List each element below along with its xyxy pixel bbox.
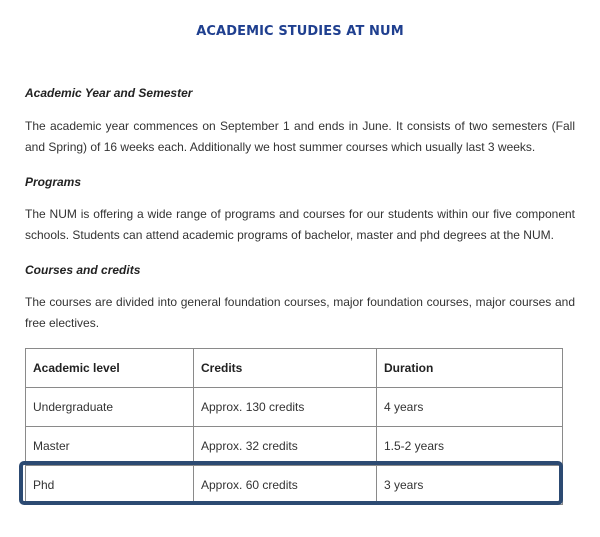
- table-cell-duration: 4 years: [377, 388, 563, 427]
- section-heading-academic-year: Academic Year and Semester: [25, 86, 193, 100]
- table-cell-level: Master: [26, 427, 194, 466]
- table-header-row: [26, 349, 563, 388]
- table-header-academic-level: Academic level: [26, 349, 194, 388]
- section-heading-programs: Programs: [25, 175, 82, 189]
- table-cell-duration: 1.5-2 years: [377, 427, 563, 466]
- table-header-duration: Duration: [377, 349, 563, 388]
- section-body-courses: The courses are divided into general foundation courses, major foundation courses, major courses and free electives.: [25, 295, 575, 330]
- table-cell-level: Undergraduate: [26, 388, 194, 427]
- page-title: ACADEMIC STUDIES AT NUM: [196, 24, 404, 39]
- academic-levels-table: [25, 348, 563, 505]
- table-row: [26, 427, 563, 466]
- table-cell-credits: Approx. 60 credits: [194, 466, 377, 505]
- section-body-academic-year: The academic year commences on September 1 and ends in June. It consists of two semesters (Fall and Spring) of 16 weeks each. Additionally we host summer courses which usually last 3 weeks.: [25, 119, 575, 154]
- table-cell-level: Phd: [26, 466, 194, 505]
- table-row-highlighted: [26, 466, 563, 505]
- table-cell-credits: Approx. 130 credits: [194, 388, 377, 427]
- table-row: [26, 388, 563, 427]
- table-header-credits: Credits: [194, 349, 377, 388]
- section-body-programs: The NUM is offering a wide range of programs and courses for our students within our five component schools. Students can attend academic programs of bachelor, master and phd degrees at the NUM.: [25, 207, 575, 242]
- section-heading-courses: Courses and credits: [25, 263, 141, 277]
- table-cell-credits: Approx. 32 credits: [194, 427, 377, 466]
- table-cell-duration: 3 years: [377, 466, 563, 505]
